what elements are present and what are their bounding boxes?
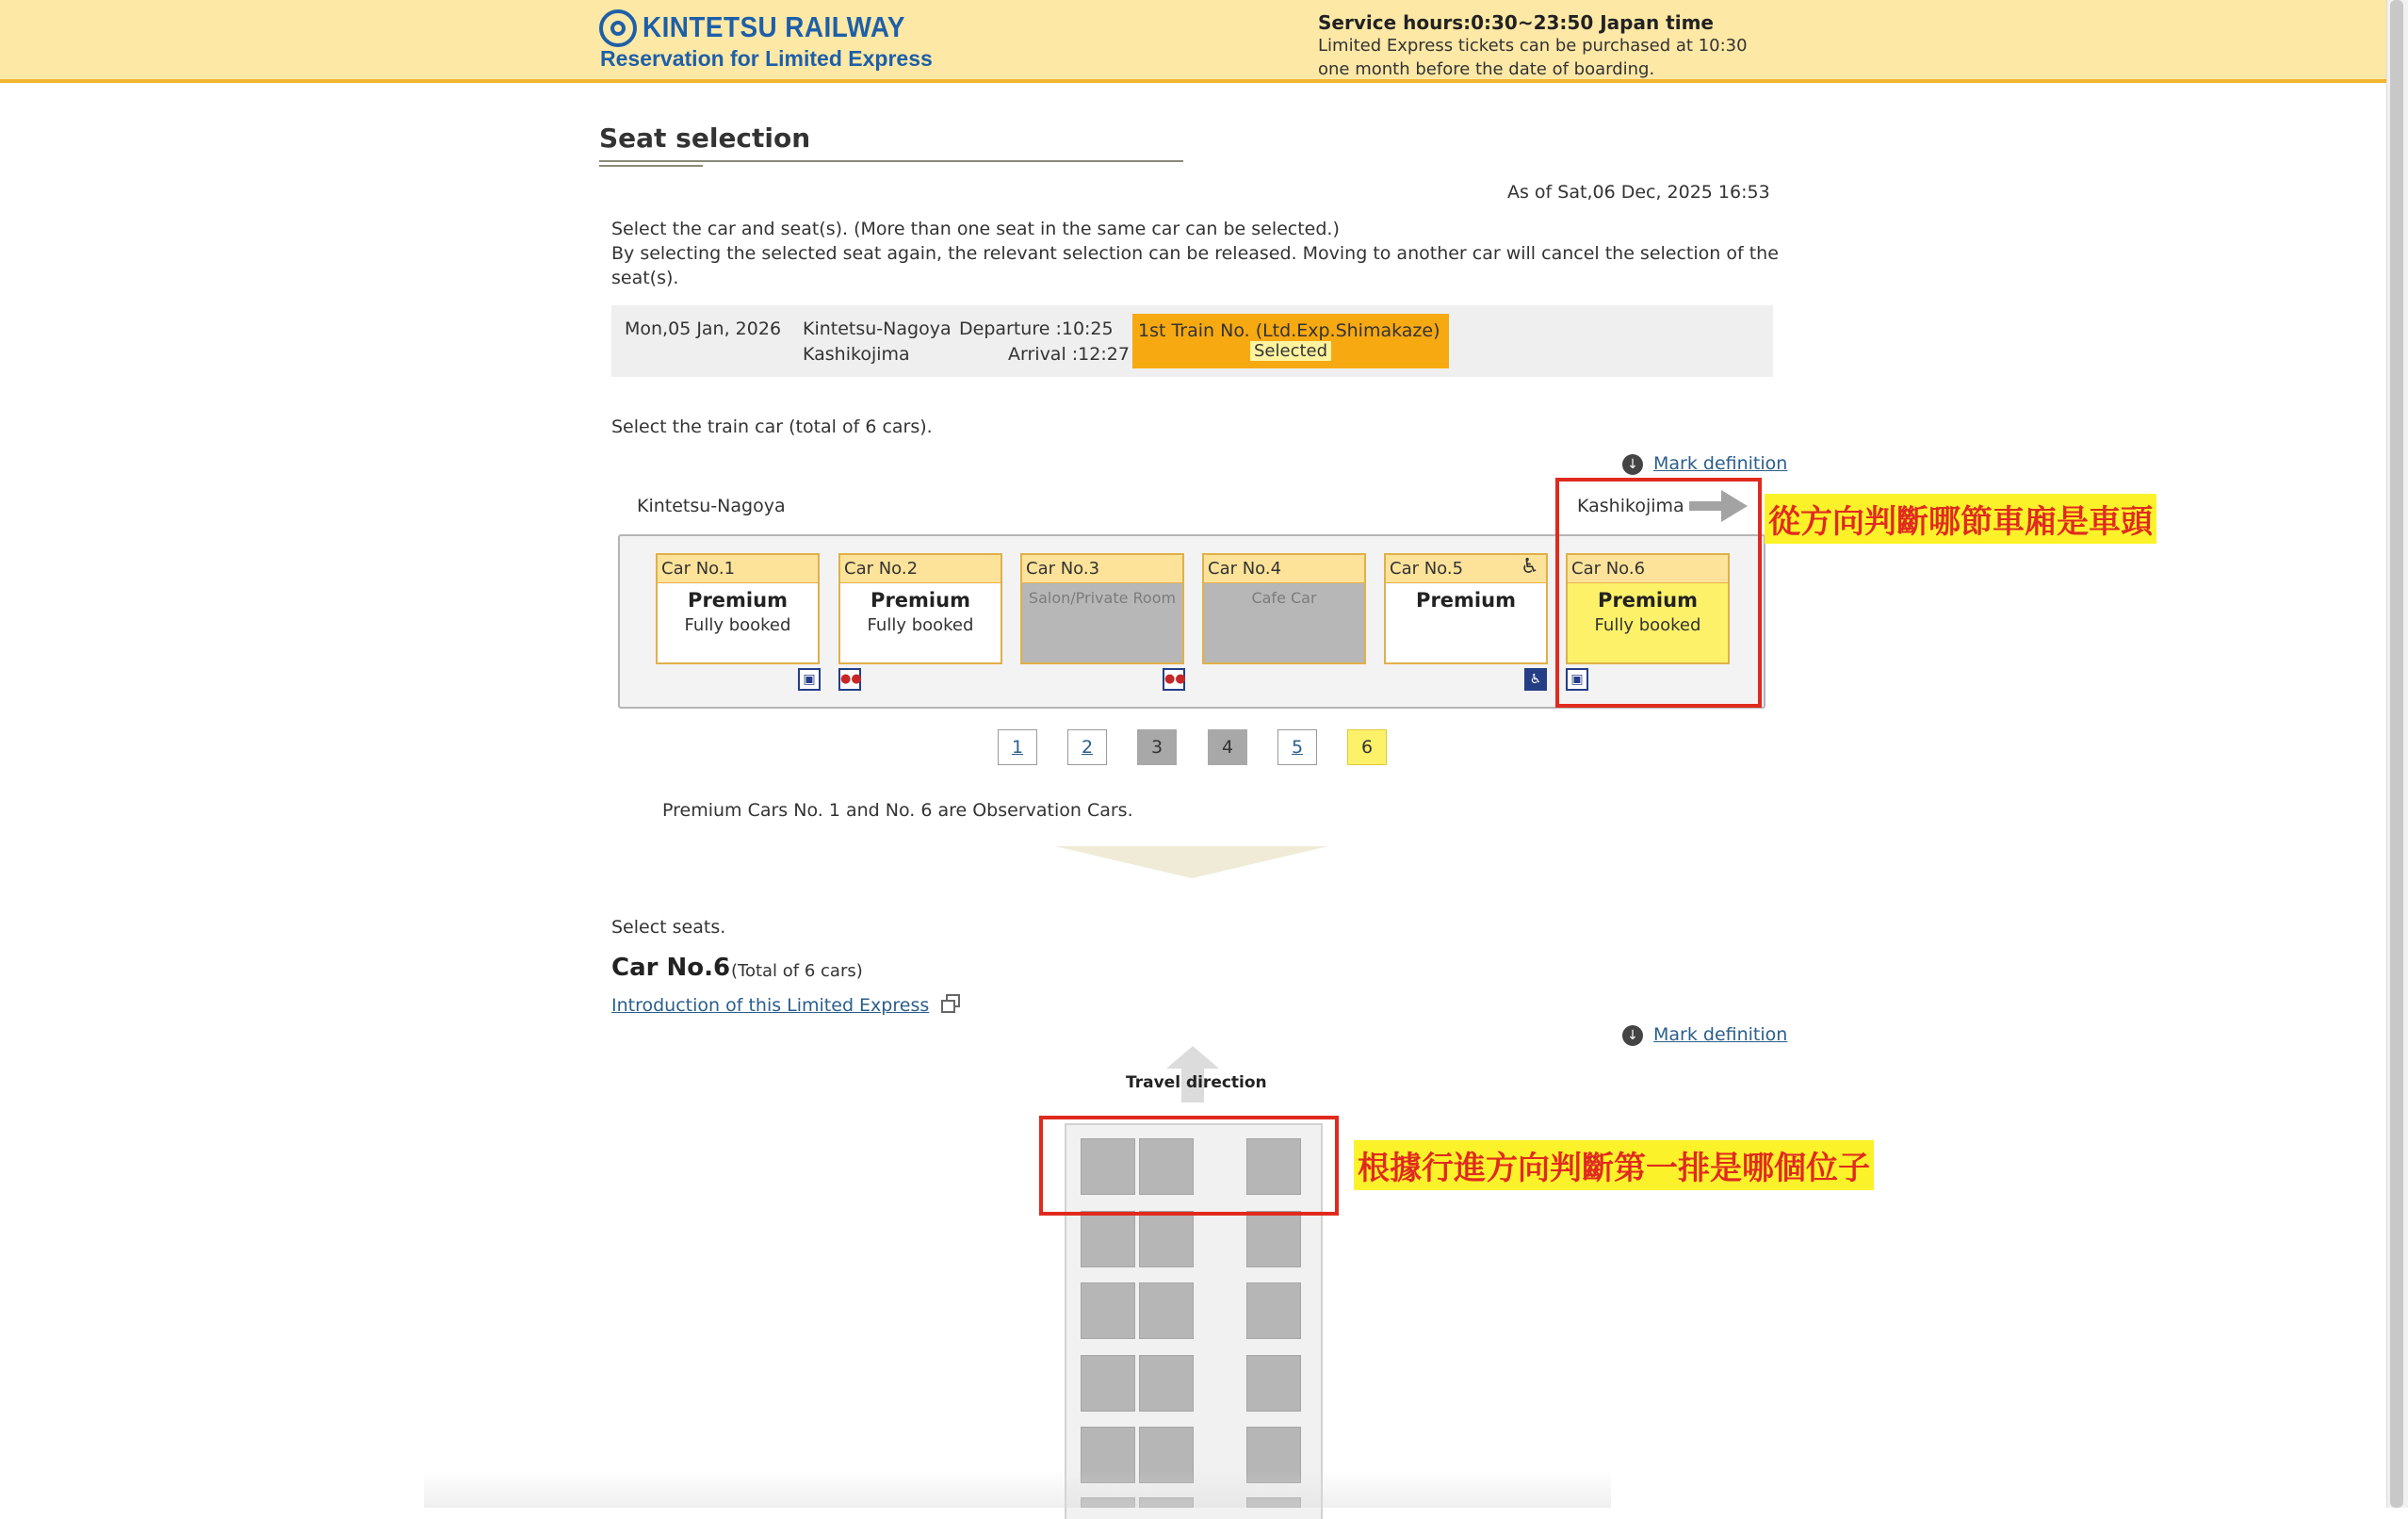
annotation-seat-direction: 根據行進方向判斷第一排是哪個位子 (1354, 1140, 1874, 1190)
luggage-icon: ▣ (798, 668, 821, 691)
train-name: 1st Train No. (Ltd.Exp.Shimakaze) (1138, 320, 1440, 341)
annotation-car-direction: 從方向判斷哪節車廂是車頭 (1765, 494, 2156, 544)
car-3-class: Salon/Private Room (1028, 589, 1177, 607)
select-seats-label: Select seats. (611, 917, 726, 938)
seat-row2-a[interactable] (1081, 1211, 1135, 1267)
seat-row2-b[interactable] (1139, 1211, 1194, 1267)
instruction-line-2: By selecting the selected seat again, the relevant selection can be released. Moving to another car will cancel the selection of the (611, 243, 1779, 264)
trip-to-station: Kashikojima (803, 344, 910, 365)
title-underline (599, 160, 1183, 162)
instruction-line-1: Select the car and seat(s). (More than one seat in the same car can be selected.) (611, 219, 1340, 239)
logo-title[interactable]: KINTETSU RAILWAY (643, 10, 905, 43)
download-arrow-icon: ↓ (1622, 1025, 1643, 1046)
car-5-class: Premium (1416, 589, 1516, 612)
car-3-card (1020, 553, 1184, 664)
page-title: Seat selection (599, 122, 811, 154)
car-3-title: Car No.3 (1022, 555, 1182, 583)
car-6-class: Premium (1598, 589, 1698, 612)
accessible-restroom-icon: ♿ (1524, 668, 1547, 691)
car-6-status: Fully booked (1594, 615, 1701, 635)
origin-station: Kintetsu-Nagoya (637, 496, 786, 516)
title-underline-accent (599, 165, 703, 167)
seat-row3-a[interactable] (1081, 1282, 1135, 1339)
select-car-label: Select the train car (total of 6 cars). (611, 416, 933, 437)
car-1-card[interactable] (656, 553, 820, 664)
car-4-class: Cafe Car (1251, 589, 1317, 607)
instruction-line-3: seat(s). (611, 268, 679, 288)
seat-row4-b[interactable] (1139, 1355, 1194, 1412)
mark-definition-link[interactable]: Mark definition (1653, 453, 1788, 474)
car-4-card (1202, 553, 1366, 664)
seat-row3-b[interactable] (1139, 1282, 1194, 1339)
car-page-2[interactable]: 2 (1067, 729, 1107, 765)
restroom-icon: ●● (838, 668, 861, 691)
service-hours-line-1: Limited Express tickets can be purchased at 10:30 (1318, 36, 1748, 56)
car-1-class: Premium (688, 589, 788, 612)
limited-express-intro-link[interactable]: Introduction of this Limited Express (611, 995, 930, 1016)
annotation-box-car6 (1555, 478, 1762, 708)
car-page-1[interactable]: 1 (998, 729, 1037, 765)
car-1-title: Car No.1 (658, 555, 818, 583)
observation-car-note: Premium Cars No. 1 and No. 6 are Observation Cars. (662, 800, 1133, 821)
trip-date: Mon,05 Jan, 2026 (625, 318, 782, 339)
seat-row2-c[interactable] (1246, 1211, 1301, 1267)
luggage-icon: ▣ (1566, 668, 1588, 691)
as-of-timestamp: As of Sat,06 Dec, 2025 16:53 (1507, 182, 1770, 203)
train-status-badge: Selected (1250, 341, 1331, 361)
car-1-status: Fully booked (684, 615, 791, 635)
seat-map-car-title: Car No.6 (611, 954, 731, 982)
logo-subtitle[interactable]: Reservation for Limited Express (600, 46, 933, 71)
trip-departure: Departure :10:25 (959, 318, 1114, 339)
scrollbar-thumb[interactable] (2390, 0, 2403, 1508)
seat-row4-a[interactable] (1081, 1355, 1135, 1412)
service-hours-line-2: one month before the date of boarding. (1318, 59, 1655, 79)
seat-row4-c[interactable] (1246, 1355, 1301, 1412)
destination-station: Kashikojima (1577, 496, 1684, 516)
trip-arrival: Arrival :12:27 (1008, 344, 1130, 365)
car-page-5[interactable]: 5 (1277, 729, 1317, 765)
wheelchair-icon: ♿ (1521, 555, 1539, 579)
seat-map-car-total: (Total of 6 cars) (731, 961, 863, 981)
car-2-class: Premium (870, 589, 970, 612)
car-4-title: Car No.4 (1204, 555, 1364, 583)
car-page-4: 4 (1208, 729, 1247, 765)
section-divider-chevron-icon (1055, 846, 1328, 878)
download-arrow-icon: ↓ (1622, 454, 1643, 475)
car-2-title: Car No.2 (840, 555, 1001, 583)
car-page-3: 3 (1137, 729, 1177, 765)
trip-from-station: Kintetsu-Nagoya (803, 318, 952, 339)
kintetsu-logo-icon[interactable] (599, 9, 637, 47)
travel-direction-label: Travel direction (1126, 1073, 1267, 1092)
annotation-box-first-row (1039, 1116, 1339, 1216)
car-page-6[interactable]: 6 (1347, 729, 1387, 765)
site-header (0, 0, 2386, 83)
mark-definition-link-seats[interactable]: Mark definition (1653, 1024, 1788, 1045)
bottom-shadow (424, 1470, 1611, 1508)
service-hours-title: Service hours:0:30~23:50 Japan time (1318, 11, 1714, 34)
external-window-icon[interactable] (940, 993, 961, 1014)
car-6-title: Car No.6 (1568, 555, 1728, 583)
car-5-title: Car No.5 (1386, 555, 1546, 583)
restroom-icon: ●● (1163, 668, 1185, 691)
car-2-card[interactable] (838, 553, 1002, 664)
car-2-status: Fully booked (867, 615, 974, 635)
seat-row3-c[interactable] (1246, 1282, 1301, 1339)
